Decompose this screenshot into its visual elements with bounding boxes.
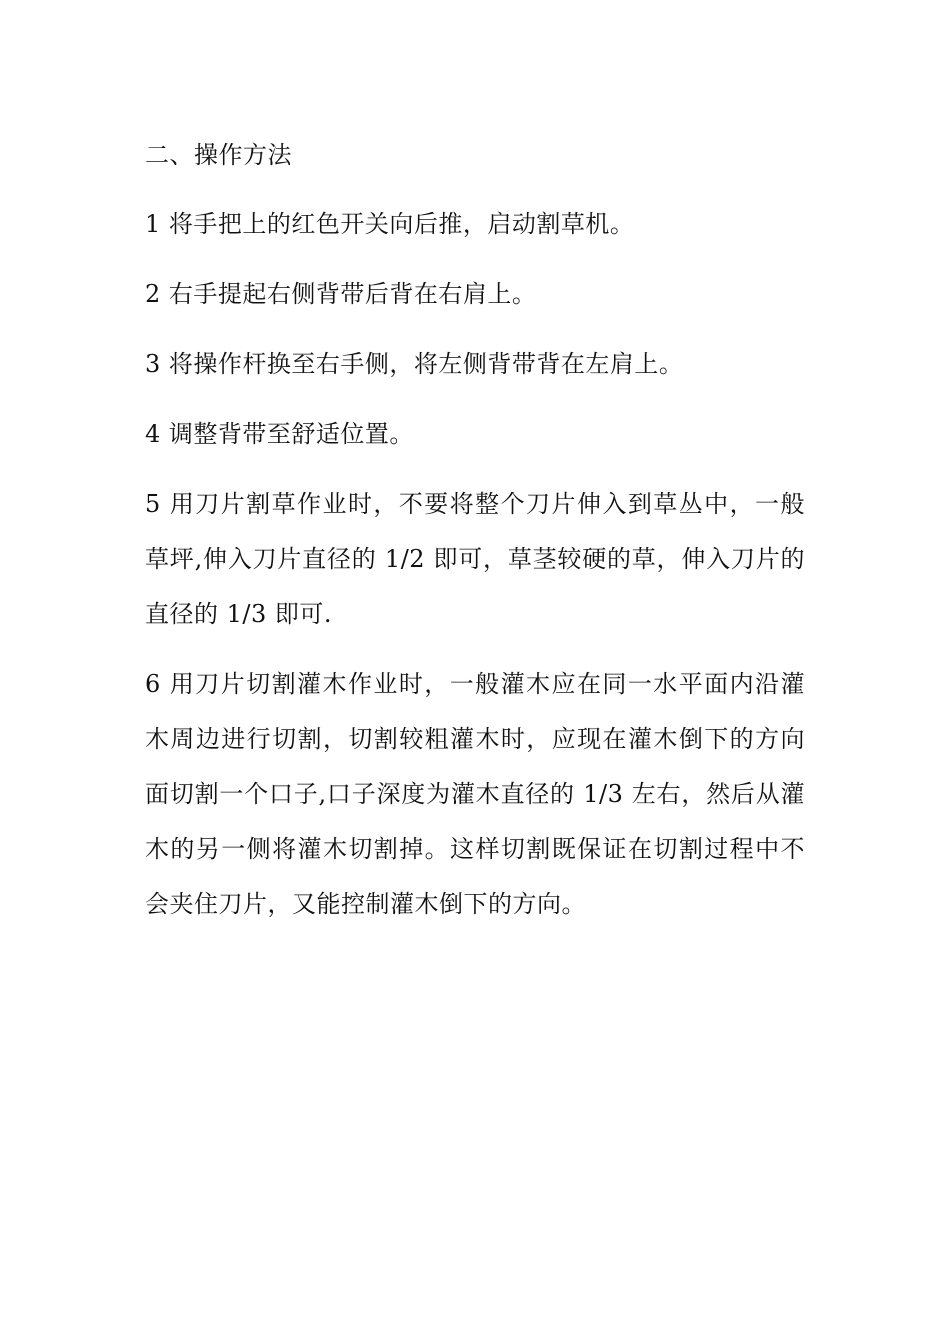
step-4: 4 调整背带至舒适位置。 <box>145 420 414 448</box>
step-6: 6 用刀片切割灌木作业时，一般灌木应在同一水平面内沿灌木周边进行切割，切割较粗灌木时，应现在灌木倒下的方向面切割一个口子,口子深度为灌木直径的 1/3 左右，然后从灌木的另一侧将灌木切割掉。这样切割既保证在切割过程中不会夹住刀片，又能控制灌木倒下的方向。 <box>145 670 805 918</box>
section-heading: 二、操作方法 <box>145 141 292 169</box>
step-5: 5 用刀片割草作业时，不要将整个刀片伸入到草丛中，一般草坪,伸入刀片直径的 1/2 即可，草茎较硬的草，伸入刀片的直径的 1/3 即可. <box>145 490 805 628</box>
step-1: 1 将手把上的红色开关向后推，启动割草机。 <box>145 210 635 238</box>
step-3: 3 将操作杆换至右手侧，将左侧背带背在左肩上。 <box>145 350 684 378</box>
document-body <box>145 128 805 932</box>
step-2: 2 右手提起右侧背带后背在右肩上。 <box>145 280 537 308</box>
